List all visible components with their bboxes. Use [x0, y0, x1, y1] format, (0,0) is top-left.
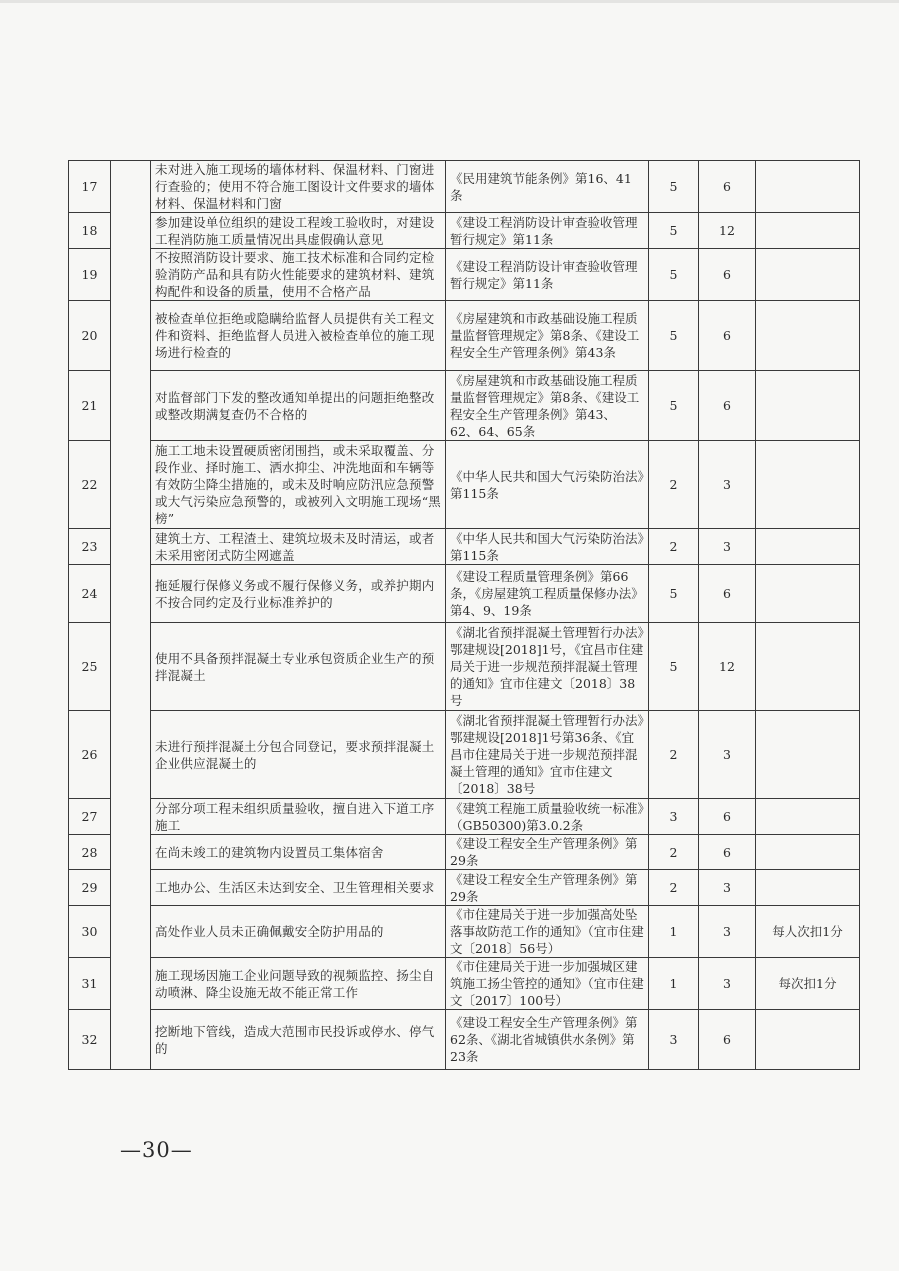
table-row [69, 529, 860, 565]
legal-basis-cell: 《建设工程质量管理条例》第66条，《房屋建筑工程质量保修办法》第4、9、19条 [446, 565, 649, 623]
violation-description-cell: 建筑土方、工程渣土、建筑垃圾未及时清运，或者未采用密闭式防尘网遮盖 [151, 529, 446, 565]
row-number-cell: 26 [69, 711, 111, 799]
violation-description-cell: 在尚未竣工的建筑物内设置员工集体宿舍 [151, 835, 446, 870]
score-b-cell: 6 [699, 249, 756, 301]
penalty-table [68, 160, 860, 1070]
row-number-cell: 17 [69, 161, 111, 213]
note-cell [756, 249, 860, 301]
table-row [69, 958, 860, 1010]
legal-basis-cell: 《湖北省预拌混凝土管理暂行办法》鄂建规设[2018]1号第36条、《宜昌市住建局关于进一步规范预拌混凝土管理的通知》宜市住建文〔2018〕38号 [446, 711, 649, 799]
row-number-cell: 23 [69, 529, 111, 565]
score-a-cell: 2 [649, 711, 699, 799]
table-row [69, 870, 860, 906]
violation-description-cell: 高处作业人员未正确佩戴安全防护用品的 [151, 906, 446, 958]
legal-basis-cell: 《建设工程安全生产管理条例》第29条 [446, 835, 649, 870]
note-cell [756, 1010, 860, 1070]
score-b-cell: 6 [699, 799, 756, 835]
note-cell [756, 529, 860, 565]
score-b-cell: 3 [699, 529, 756, 565]
note-cell [756, 441, 860, 529]
score-b-cell: 6 [699, 301, 756, 371]
note-cell [756, 213, 860, 249]
legal-basis-cell: 《建设工程安全生产管理条例》第29条 [446, 870, 649, 906]
violation-description-cell: 工地办公、生活区未达到安全、卫生管理相关要求 [151, 870, 446, 906]
score-a-cell: 5 [649, 161, 699, 213]
legal-basis-cell: 《中华人民共和国大气污染防治法》第115条 [446, 441, 649, 529]
violation-description-cell: 挖断地下管线，造成大范围市民投诉或停水、停气的 [151, 1010, 446, 1070]
score-b-cell: 3 [699, 906, 756, 958]
table-row [69, 799, 860, 835]
page-number: —30— [120, 1138, 193, 1162]
note-cell [756, 623, 860, 711]
note-cell [756, 301, 860, 371]
score-a-cell: 2 [649, 835, 699, 870]
legal-basis-cell: 《市住建局关于进一步加强城区建筑施工扬尘管控的通知》（宜市住建文〔2017〕100号） [446, 958, 649, 1010]
score-b-cell: 12 [699, 623, 756, 711]
violation-description-cell: 使用不具备预拌混凝土专业承包资质企业生产的预拌混凝土 [151, 623, 446, 711]
note-cell: 每次扣1分 [756, 958, 860, 1010]
violation-description-cell: 不按照消防设计要求、施工技术标准和合同约定检验消防产品和具有防火性能要求的建筑材料、建筑构配件和设备的质量，使用不合格产品 [151, 249, 446, 301]
note-cell [756, 870, 860, 906]
table-row [69, 835, 860, 870]
legal-basis-cell: 《房屋建筑和市政基础设施工程质量监督管理规定》第8条、《建设工程安全生产管理条例》第43、62、64、65条 [446, 371, 649, 441]
score-a-cell: 3 [649, 799, 699, 835]
scan-edge [0, 0, 899, 3]
row-number-cell: 18 [69, 213, 111, 249]
violation-description-cell: 被检查单位拒绝或隐瞒给监督人员提供有关工程文件和资料、拒绝监督人员进入被检查单位的施工现场进行检查的 [151, 301, 446, 371]
table-row [69, 441, 860, 529]
legal-basis-cell: 《湖北省预拌混凝土管理暂行办法》鄂建规设[2018]1号，《宜昌市住建局关于进一步规范预拌混凝土管理的通知》宜市住建文〔2018〕38号 [446, 623, 649, 711]
score-a-cell: 1 [649, 958, 699, 1010]
legal-basis-cell: 《建设工程安全生产管理条例》第62条、《湖北省城镇供水条例》第23条 [446, 1010, 649, 1070]
score-b-cell: 6 [699, 161, 756, 213]
score-a-cell: 5 [649, 565, 699, 623]
score-a-cell: 2 [649, 441, 699, 529]
table-row [69, 1010, 860, 1070]
violation-description-cell: 拖延履行保修义务或不履行保修义务，或养护期内不按合同约定及行业标准养护的 [151, 565, 446, 623]
table-row [69, 906, 860, 958]
row-number-cell: 21 [69, 371, 111, 441]
violation-description-cell: 未对进入施工现场的墙体材料、保温材料、门窗进行查验的；使用不符合施工图设计文件要求的墙体材料、保温材料和门窗 [151, 161, 446, 213]
score-b-cell: 3 [699, 441, 756, 529]
note-cell [756, 799, 860, 835]
score-b-cell: 6 [699, 835, 756, 870]
row-number-cell: 31 [69, 958, 111, 1010]
score-a-cell: 5 [649, 213, 699, 249]
row-number-cell: 32 [69, 1010, 111, 1070]
row-number-cell: 27 [69, 799, 111, 835]
score-b-cell: 6 [699, 371, 756, 441]
legal-basis-cell: 《房屋建筑和市政基础设施工程质量监督管理规定》第8条、《建设工程安全生产管理条例》第43条 [446, 301, 649, 371]
violation-description-cell: 参加建设单位组织的建设工程竣工验收时，对建设工程消防施工质量情况出具虚假确认意见 [151, 213, 446, 249]
note-cell [756, 161, 860, 213]
table-row [69, 565, 860, 623]
score-a-cell: 5 [649, 623, 699, 711]
score-a-cell: 5 [649, 249, 699, 301]
violation-description-cell: 未进行预拌混凝土分包合同登记，要求预拌混凝土企业供应混凝土的 [151, 711, 446, 799]
violation-description-cell: 施工现场因施工企业问题导致的视频监控、扬尘自动喷淋、降尘设施无故不能正常工作 [151, 958, 446, 1010]
note-cell [756, 565, 860, 623]
legal-basis-cell: 《中华人民共和国大气污染防治法》第115条 [446, 529, 649, 565]
table-row [69, 249, 860, 301]
row-number-cell: 29 [69, 870, 111, 906]
score-a-cell: 2 [649, 529, 699, 565]
table-row [69, 711, 860, 799]
table-row [69, 301, 860, 371]
legal-basis-cell: 《建筑工程施工质量验收统一标准》（GB50300)第3.0.2条 [446, 799, 649, 835]
score-b-cell: 3 [699, 958, 756, 1010]
note-cell [756, 371, 860, 441]
score-a-cell: 5 [649, 301, 699, 371]
table-row [69, 623, 860, 711]
category-cell [111, 161, 151, 1070]
violation-description-cell: 分部分项工程未组织质量验收，擅自进入下道工序施工 [151, 799, 446, 835]
legal-basis-cell: 《民用建筑节能条例》第16、41条 [446, 161, 649, 213]
note-cell: 每人次扣1分 [756, 906, 860, 958]
note-cell [756, 711, 860, 799]
table-row [69, 371, 860, 441]
row-number-cell: 28 [69, 835, 111, 870]
score-a-cell: 3 [649, 1010, 699, 1070]
row-number-cell: 25 [69, 623, 111, 711]
legal-basis-cell: 《建设工程消防设计审查验收管理暂行规定》第11条 [446, 213, 649, 249]
legal-basis-cell: 《建设工程消防设计审查验收管理暂行规定》第11条 [446, 249, 649, 301]
score-b-cell: 6 [699, 1010, 756, 1070]
row-number-cell: 24 [69, 565, 111, 623]
score-b-cell: 3 [699, 711, 756, 799]
score-a-cell: 1 [649, 906, 699, 958]
legal-basis-cell: 《市住建局关于进一步加强高处坠落事故防范工作的通知》（宜市住建文〔2018〕56号） [446, 906, 649, 958]
row-number-cell: 22 [69, 441, 111, 529]
score-a-cell: 2 [649, 870, 699, 906]
score-b-cell: 6 [699, 565, 756, 623]
score-b-cell: 3 [699, 870, 756, 906]
note-cell [756, 835, 860, 870]
table-row [69, 161, 860, 213]
table-row [69, 213, 860, 249]
row-number-cell: 30 [69, 906, 111, 958]
score-b-cell: 12 [699, 213, 756, 249]
violation-description-cell: 对监督部门下发的整改通知单提出的问题拒绝整改或整改期满复查仍不合格的 [151, 371, 446, 441]
row-number-cell: 20 [69, 301, 111, 371]
score-a-cell: 5 [649, 371, 699, 441]
row-number-cell: 19 [69, 249, 111, 301]
violation-description-cell: 施工工地未设置硬质密闭围挡，或未采取覆盖、分段作业、择时施工、洒水抑尘、冲洗地面和车辆等有效防尘降尘措施的，或未及时响应防汛应急预警或大气污染应急预警的，或被列入文明施工现场“黑榜” [151, 441, 446, 529]
